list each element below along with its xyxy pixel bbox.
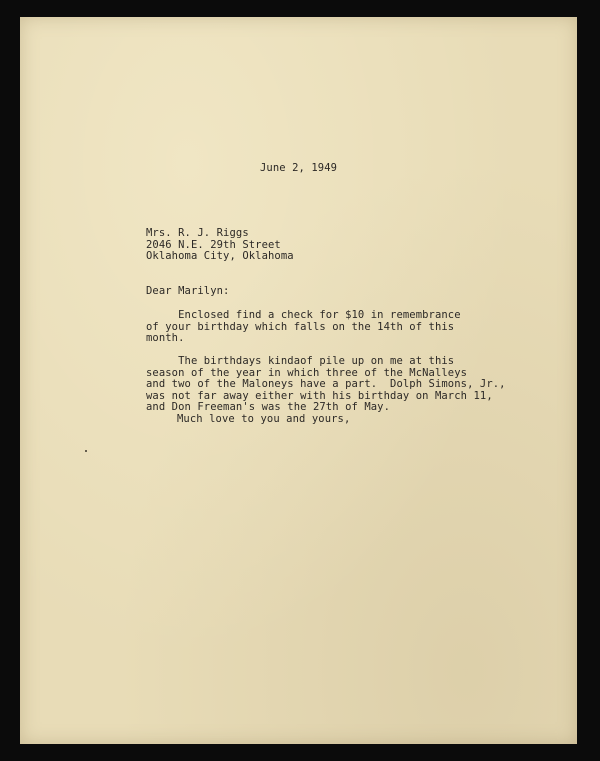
letter-page [20, 17, 577, 744]
paragraph-line: month. [146, 332, 185, 344]
address-line-street: 2046 N.E. 29th Street [146, 238, 281, 251]
paragraph-line: was not far away either with his birthday on March 11, [146, 389, 493, 402]
address-line-name: Mrs. R. J. Riggs [146, 227, 249, 239]
paragraph-line: and two of the Maloneys have a part. Dolph Simons, Jr., [146, 378, 506, 390]
paper-speck [85, 450, 87, 452]
paragraph-line: The birthdays kindaof pile up on me at this [146, 355, 455, 367]
closing: Much love to you and yours, [177, 413, 351, 425]
paragraph-birthdays [146, 356, 506, 414]
address-line-city: Oklahoma City, Oklahoma [146, 250, 294, 262]
letter-date: June 2, 1949 [260, 162, 338, 174]
salutation: Dear Marilyn: [146, 285, 230, 297]
paragraph-line: of your birthday which falls on the 14th of this [146, 320, 455, 333]
paragraph-line: and Don Freeman's was the 27th of May. [146, 401, 391, 413]
paragraph-line: season of the year in which three of the McNalleys [146, 366, 468, 379]
paragraph-check [146, 310, 461, 345]
recipient-address [146, 228, 294, 263]
paragraph-line: Enclosed find a check for $10 in remembrance [146, 309, 461, 321]
